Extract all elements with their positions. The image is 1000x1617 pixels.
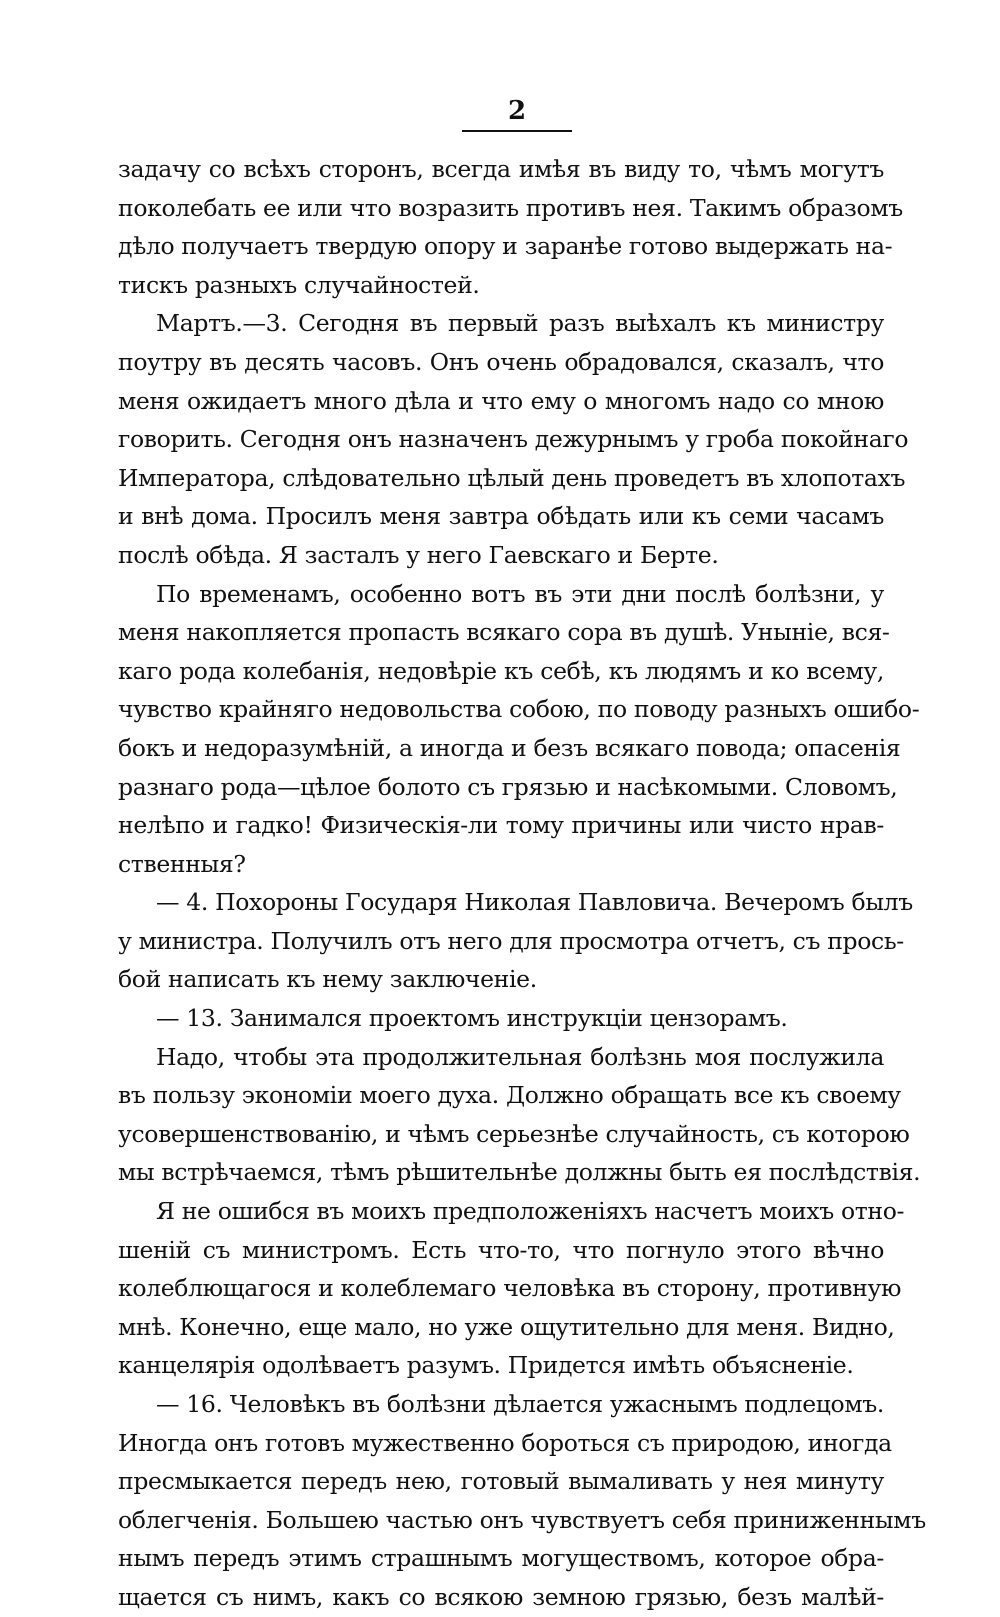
text-line: послѣ обѣда. Я засталъ у него Гаевскаго и Берте. <box>118 540 719 569</box>
text-line: каго рода колебанія, недовѣріе къ себѣ, къ людямъ и ко всему, <box>118 656 884 685</box>
text-line: Надо, чтобы эта продолжительная болѣзнь моя послужила <box>156 1042 884 1071</box>
text-line: нелѣпо и гадко! Физическія-ли тому причины или чисто нрав- <box>118 811 884 840</box>
text-line: Иногда онъ готовъ мужественно бороться съ природою, иногда <box>118 1428 892 1457</box>
paragraph-1 <box>118 150 903 304</box>
text-line: меня ожидаетъ много дѣла и что ему о многомъ надо со мною <box>118 386 884 415</box>
text-line: шеній съ министромъ. Есть что-то, что погнуло этого вѣчно <box>118 1235 884 1264</box>
text-line: облегченія. Большею частью онъ чувствуетъ себя приниженнымъ <box>118 1505 926 1534</box>
text-line: мнѣ. Конечно, еще мало, но уже ощутительно для меня. Видно, <box>118 1312 895 1341</box>
text-line: разнаго рода—цѣлое болото съ грязью и насѣкомыми. Словомъ, <box>118 772 898 801</box>
text-line: мы встрѣчаемся, тѣмъ рѣшительнѣе должны быть ея послѣдствія. <box>118 1158 921 1187</box>
paragraph-2 <box>118 304 909 574</box>
text-line: бокъ и недоразумѣній, а иногда и безъ всякаго повода; опасенія <box>118 733 901 762</box>
paragraph-5 <box>118 999 884 1038</box>
text-line: поутру въ десять часовъ. Онъ очень обрадовался, сказалъ, что <box>118 347 884 376</box>
text-line: и внѣ дома. Просилъ меня завтра обѣдать или къ семи часамъ <box>118 502 884 531</box>
page-number: 2 <box>462 96 572 132</box>
text-line: чувство крайняго недовольства собою, по поводу разныхъ ошибо- <box>118 695 920 724</box>
text-line: меня накопляется пропасть всякаго сора въ душѣ. Уныніе, вся- <box>118 618 890 647</box>
text-line: По временамъ, особенно вотъ въ эти дни послѣ болѣзни, у <box>156 579 884 608</box>
paragraph-4 <box>118 883 913 999</box>
text-line: поколебать ее или что возразить противъ нея. Такимъ образомъ <box>118 193 903 222</box>
text-line: пресмыкается передъ нею, готовый вымаливать у нея минуту <box>118 1467 884 1496</box>
paragraph-8 <box>118 1385 926 1617</box>
text-line: щается съ нимъ, какъ со всякою земною грязью, безъ малѣй- <box>118 1582 884 1611</box>
text-line: — 4. Похороны Государя Николая Павловича. Вечеромъ былъ <box>156 888 913 917</box>
text-line: усовершенствованію, и чѣмъ серьезнѣе случайность, съ которою <box>118 1119 910 1148</box>
text-line: — 16. Человѣкъ въ болѣзни дѣлается ужаснымъ подлецомъ. <box>156 1390 884 1418</box>
text-line: говорить. Сегодня онъ назначенъ дежурнымъ у гроба покойнаго <box>118 425 909 454</box>
text-line: у министра. Получилъ отъ него для просмотра отчетъ, съ прось- <box>118 926 904 955</box>
document-page <box>118 96 926 1617</box>
paragraph-6 <box>118 1038 921 1192</box>
page-header <box>118 96 884 132</box>
text-line: Мартъ.—3. Сегодня въ первый разъ выѣхалъ къ министру <box>156 309 884 338</box>
text-line: — 13. Занимался проектомъ инструкціи цензорамъ. <box>156 1004 788 1033</box>
text-line: тискъ разныхъ случайностей. <box>118 270 480 299</box>
text-line: Я не ошибся въ моихъ предположеніяхъ насчетъ моихъ отно- <box>156 1197 905 1226</box>
text-line: въ пользу экономіи моего духа. Должно обращать все къ своему <box>118 1081 901 1110</box>
paragraph-7 <box>118 1192 905 1385</box>
text-line: дѣло получаетъ твердую опору и заранѣе готово выдержать на- <box>118 232 893 261</box>
text-line: колеблющагося и колеблемаго человѣка въ сторону, противную <box>118 1274 902 1303</box>
text-line: нымъ передъ этимъ страшнымъ могуществомъ, которое обра- <box>118 1544 884 1573</box>
text-line: ственныя? <box>118 849 246 878</box>
text-line: бой написать къ нему заключеніе. <box>118 965 537 994</box>
paragraph-3 <box>118 575 920 884</box>
text-line: канцелярія одолѣваетъ разумъ. Придется имѣть объясненіе. <box>118 1351 854 1380</box>
text-line: Императора, слѣдовательно цѣлый день проведетъ въ хлопотахъ <box>118 463 906 492</box>
text-line: задачу со всѣхъ сторонъ, всегда имѣя въ виду то, чѣмъ могутъ <box>118 155 884 183</box>
